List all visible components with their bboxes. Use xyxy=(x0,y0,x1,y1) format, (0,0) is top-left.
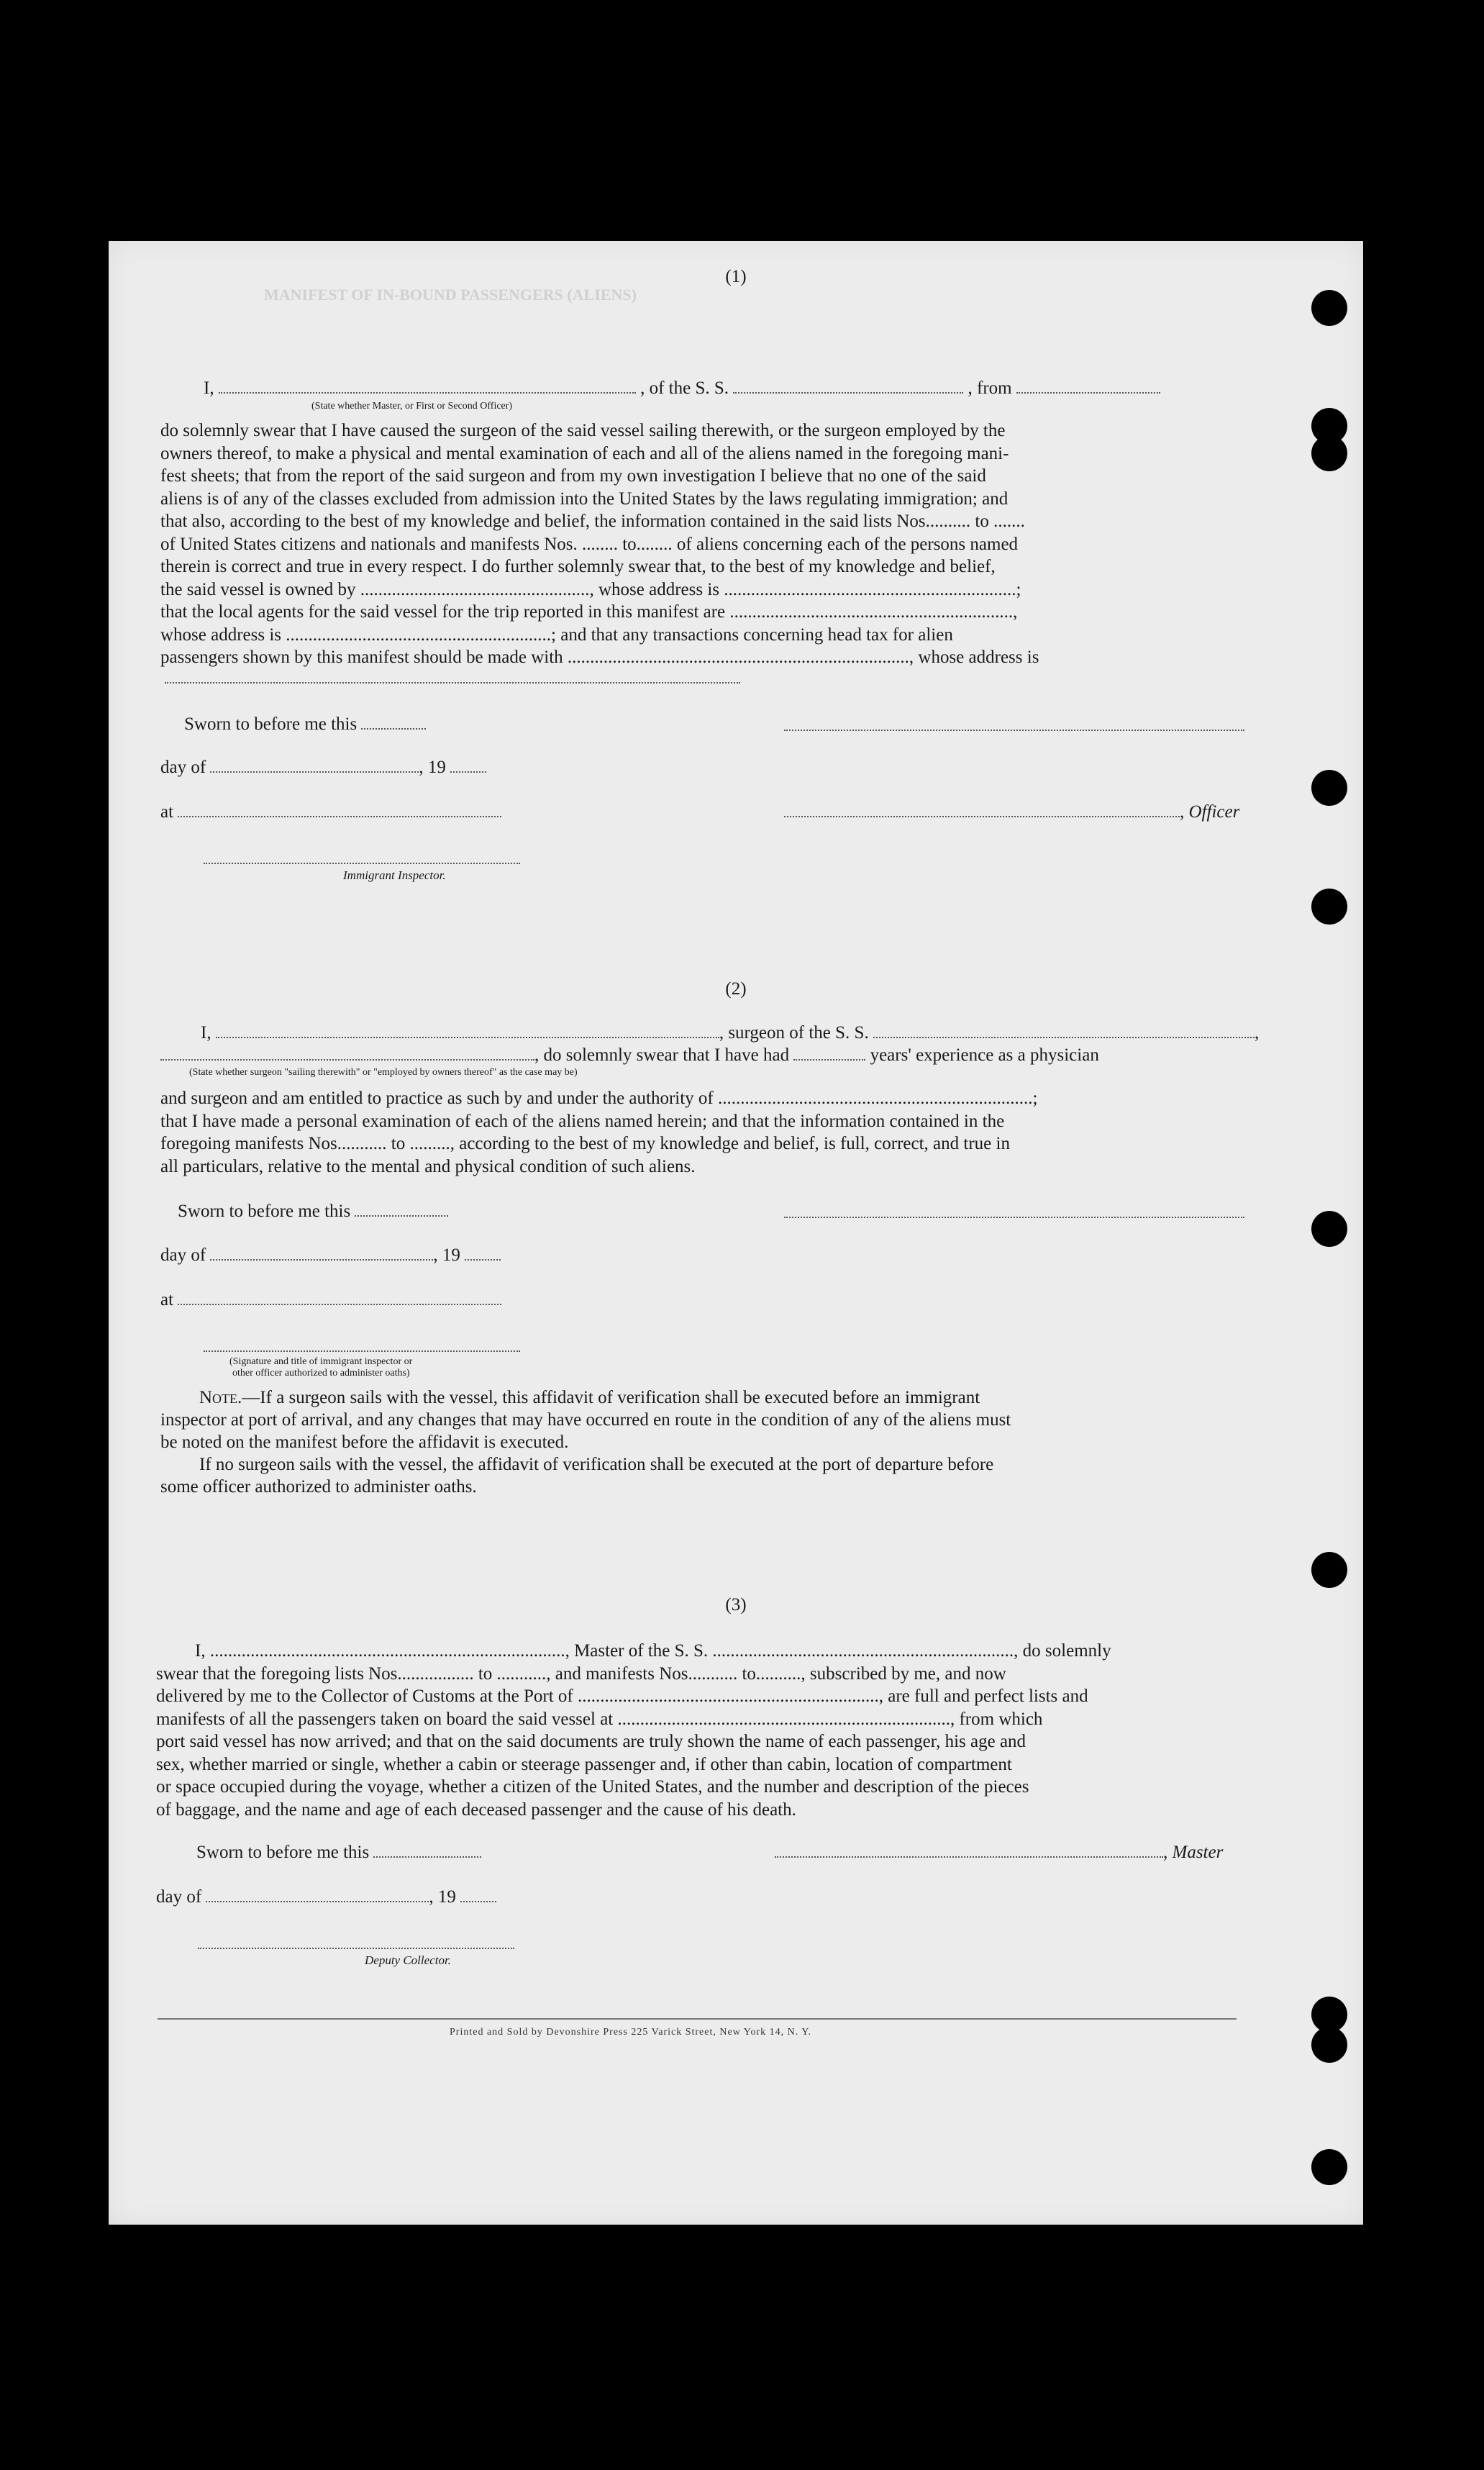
bleed-through-text: MANIFEST OF IN-BOUND PASSENGERS (ALIENS) xyxy=(264,286,637,304)
binder-hole xyxy=(1311,2027,1347,2063)
binder-hole xyxy=(1311,435,1347,471)
binder-hole xyxy=(1311,770,1347,806)
section-1-officer: , Officer xyxy=(784,802,1239,823)
footer-rule xyxy=(158,2018,1237,2020)
section-3-collector-signature-line xyxy=(198,1946,514,1949)
section-2-sig-caption-2: other officer authorized to administer oaths) xyxy=(232,1368,410,1379)
section-2-line-2: , do solemnly swear that I have had years' experience as a physician xyxy=(160,1045,1099,1066)
section-3-oath-paragraph: I, ..............................................................................., Master of the S. S. ..................................................................., do solemnly swear that the foregoing lists Nos................. to ..........., and manifests Nos........... to.........., subscribed by me, and now delivered by me to the Collector of Customs at the Port of ..................................................................., are full and perfect lists and manifests of all the passengers taken on board the said vessel at .........................................................................., from which port said vessel has now arrived; and that on the said documents are truly shown the name of each passenger, his age and sex, whether married or single, whether a cabin or steerage passenger and, if other than cabin, location of compartment or space occupied during the voyage, whether a citizen of the United States, and the number and description of the pieces of baggage, and the name and age of each deceased passenger and the cause of his death. xyxy=(156,1641,1111,1820)
section-2-line-1: I, , surgeon of the S. S. , xyxy=(201,1023,1260,1043)
binder-hole xyxy=(1311,290,1347,326)
section-2-sig-caption-1: (Signature and title of immigrant inspector or xyxy=(229,1356,413,1367)
form-page xyxy=(109,241,1363,2225)
section-1-officer-signature-line xyxy=(784,728,1244,731)
section-1-oath-paragraph: do solemnly swear that I have caused the surgeon of the said vessel sailing therewith, or the surgeon employed by the owners thereof, to make a physical and mental examination of each and all of the aliens named in the foregoing mani- fest sheets; that from the report of the said surgeon and from my own investigation I believe that no one of the said aliens is of any of the classes excluded from admission into the United States by the laws regulating immigration; and that also, according to the best of my knowledge and belief, the information contained in the said lists Nos.......... to ....... of United States citizens and nationals and manifests Nos. ........ to........ of aliens concerning each of the persons named therein is correct and true in every respect. I do further solemnly swear that, to the best of my knowledge and belief, the said vessel is owned by ..................................................., whose address is .................................................................; that the local agents for the said vessel for the trip reported in this manifest are ..............................................................., whose address is ...........................................................; and that any transactions concerning head tax for alien passengers shown by this manifest should be made with ............................................................................, whose address is xyxy=(160,421,1039,667)
section-2-oath-paragraph: and surgeon and am entitled to practice as such by and under the authority of ......................................................................; that I have made a personal examination of each of the aliens named herein; and that the information contained in the foregoing manifests Nos........... to ........., according to the best of my knowledge and belief, is full, correct, and true in all particulars, relative to the mental and physical condition of such aliens. xyxy=(160,1089,1038,1176)
section-2-inspector-signature-line xyxy=(204,1349,520,1352)
section-2-note: Note.—If a surgeon sails with the vessel, this affidavit of verification shall be executed before an immigrant inspector at port of arrival, and any changes that may have occurred en route in the condition of any of the aliens must be noted on the manifest before the affidavit is executed. If no surgeon sails with the vessel, the affidavit of verification shall be executed at the port of departure before some officer authorized to administer oaths. xyxy=(160,1388,1011,1497)
section-1-line-1-caption: (State whether Master, or First or Second Officer) xyxy=(311,401,513,412)
section-2-signature-line xyxy=(784,1215,1244,1218)
section-3-day-of: day of , 19 xyxy=(156,1886,496,1908)
section-3-collector-caption: Deputy Collector. xyxy=(365,1953,451,1967)
section-3-number: (3) xyxy=(725,1595,747,1615)
section-2-number: (2) xyxy=(725,979,747,999)
section-1-line-1: I, , of the S. S. , from xyxy=(204,378,1160,399)
binder-hole xyxy=(1311,1211,1347,1247)
section-1-sworn: Sworn to before me this xyxy=(184,714,426,735)
section-3-master: , Master xyxy=(775,1842,1223,1863)
section-1-inspector-signature-line xyxy=(204,861,520,864)
section-1-day-of: day of , 19 xyxy=(160,757,486,778)
binder-hole xyxy=(1311,889,1347,925)
section-1-address-line xyxy=(165,681,740,684)
binder-hole xyxy=(1311,1552,1347,1588)
binder-hole xyxy=(1311,2149,1347,2185)
section-2-line-2-caption: (State whether surgeon "sailing therewith" or "employed by owners thereof" as the case may be) xyxy=(189,1067,578,1078)
section-1-number: (1) xyxy=(725,267,747,286)
printer-imprint: Printed and Sold by Devonshire Press 225 Varick Street, New York 14, N. Y. xyxy=(450,2027,812,2038)
section-1-at: at xyxy=(160,802,501,823)
section-2-at: at xyxy=(160,1289,501,1311)
section-1-inspector-caption: Immigrant Inspector. xyxy=(343,868,446,882)
section-3-sworn: Sworn to before me this xyxy=(196,1842,481,1863)
section-2-sworn: Sworn to before me this xyxy=(178,1201,448,1222)
section-2-day-of: day of , 19 xyxy=(160,1245,501,1266)
